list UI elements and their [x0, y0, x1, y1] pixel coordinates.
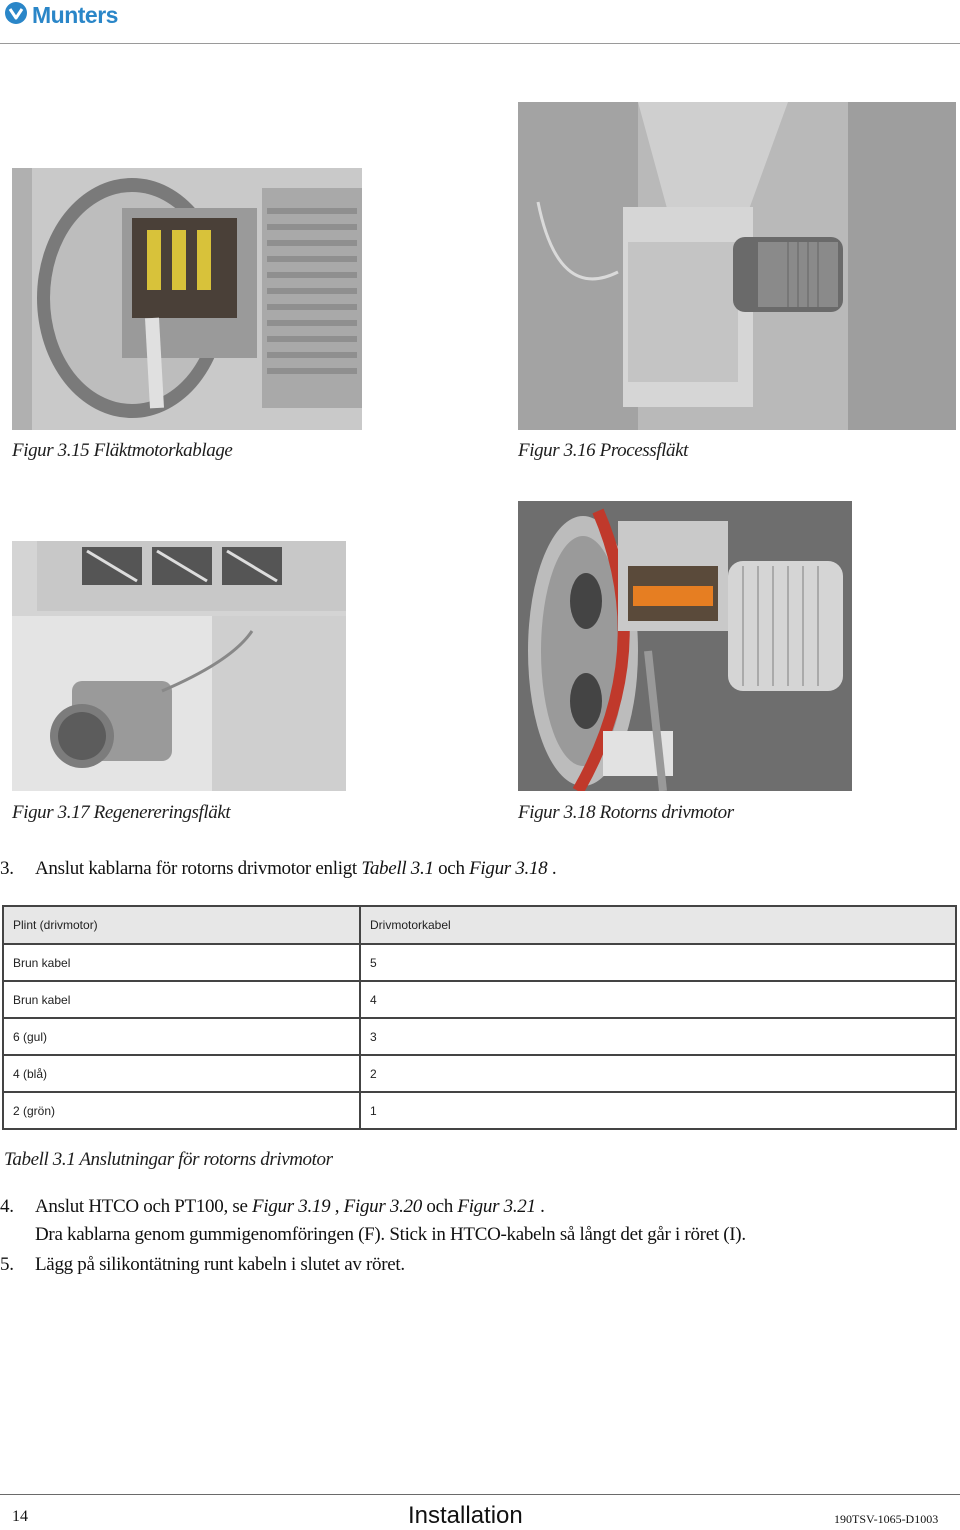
table-header-row	[3, 906, 956, 944]
table-header-cell: Drivmotorkabel	[360, 906, 956, 944]
table-cell: Brun kabel	[3, 981, 360, 1018]
table-row	[3, 981, 956, 1018]
table-cell: 3	[360, 1018, 956, 1055]
table-cell: Brun kabel	[3, 944, 360, 981]
brand-logo	[4, 2, 118, 28]
figure-caption: Figur 3.16 Processfläkt	[518, 440, 689, 461]
step-5	[0, 1254, 960, 1280]
photo-fan-motor-wiring	[12, 168, 362, 430]
table-cell: 6 (gul)	[3, 1018, 360, 1055]
document-id: 190TSV-1065-D1003	[834, 1512, 939, 1526]
table-row	[3, 1055, 956, 1092]
brand-name: Munters	[32, 1, 118, 28]
figure-reference[interactable]: Figur 3.21	[457, 1196, 536, 1217]
table-cell: 1	[360, 1092, 956, 1129]
photo-regeneration-fan	[12, 541, 346, 791]
step-number: 4.	[0, 1196, 14, 1217]
step-number: 5.	[0, 1254, 14, 1275]
table-cell: 5	[360, 944, 956, 981]
figure-caption: Figur 3.18 Rotorns drivmotor	[518, 802, 734, 823]
table-cell: 4 (blå)	[3, 1055, 360, 1092]
table-header-cell: Plint (drivmotor)	[3, 906, 360, 944]
photo-process-fan	[518, 102, 956, 430]
table-caption: Tabell 3.1 Anslutningar för rotorns drivmotor	[4, 1149, 333, 1170]
step-4-continued	[0, 1224, 960, 1250]
step-text: Anslut kablarna för rotorns drivmotor enligt Tabell 3.1 och Figur 3.18 .	[35, 858, 557, 879]
header-divider	[0, 43, 960, 44]
figure-caption: Figur 3.15 Fläktmotorkablage	[12, 440, 233, 461]
step-number: 3.	[0, 858, 14, 879]
figure-reference[interactable]: Figur 3.19	[252, 1196, 331, 1217]
table-reference[interactable]: Tabell 3.1	[361, 858, 434, 879]
footer-divider	[0, 1494, 960, 1495]
munters-logo-icon	[4, 1, 28, 30]
figure-reference[interactable]: Figur 3.20	[343, 1196, 422, 1217]
photo-rotor-drive-motor	[518, 501, 852, 791]
page-number: 14	[12, 1508, 28, 1525]
step-text: Lägg på silikontätning runt kabeln i slutet av röret.	[35, 1254, 405, 1275]
step-4	[0, 1196, 960, 1222]
table-cell: 2	[360, 1055, 956, 1092]
figure-caption: Figur 3.17 Regenereringsfläkt	[12, 802, 231, 823]
section-title: Installation	[408, 1502, 523, 1529]
figure-reference[interactable]: Figur 3.18	[469, 858, 548, 879]
table-cell: 4	[360, 981, 956, 1018]
table-row	[3, 944, 956, 981]
connection-table	[2, 905, 957, 1130]
step-text: Anslut HTCO och PT100, se Figur 3.19 , Figur 3.20 och Figur 3.21 .	[35, 1196, 545, 1217]
table-cell: 2 (grön)	[3, 1092, 360, 1129]
table-row	[3, 1018, 956, 1055]
step-3	[0, 858, 960, 884]
step-text: Dra kablarna genom gummigenomföringen (F). Stick in HTCO-kabeln så långt det går i röret (I).	[35, 1224, 746, 1245]
table-row	[3, 1092, 956, 1129]
